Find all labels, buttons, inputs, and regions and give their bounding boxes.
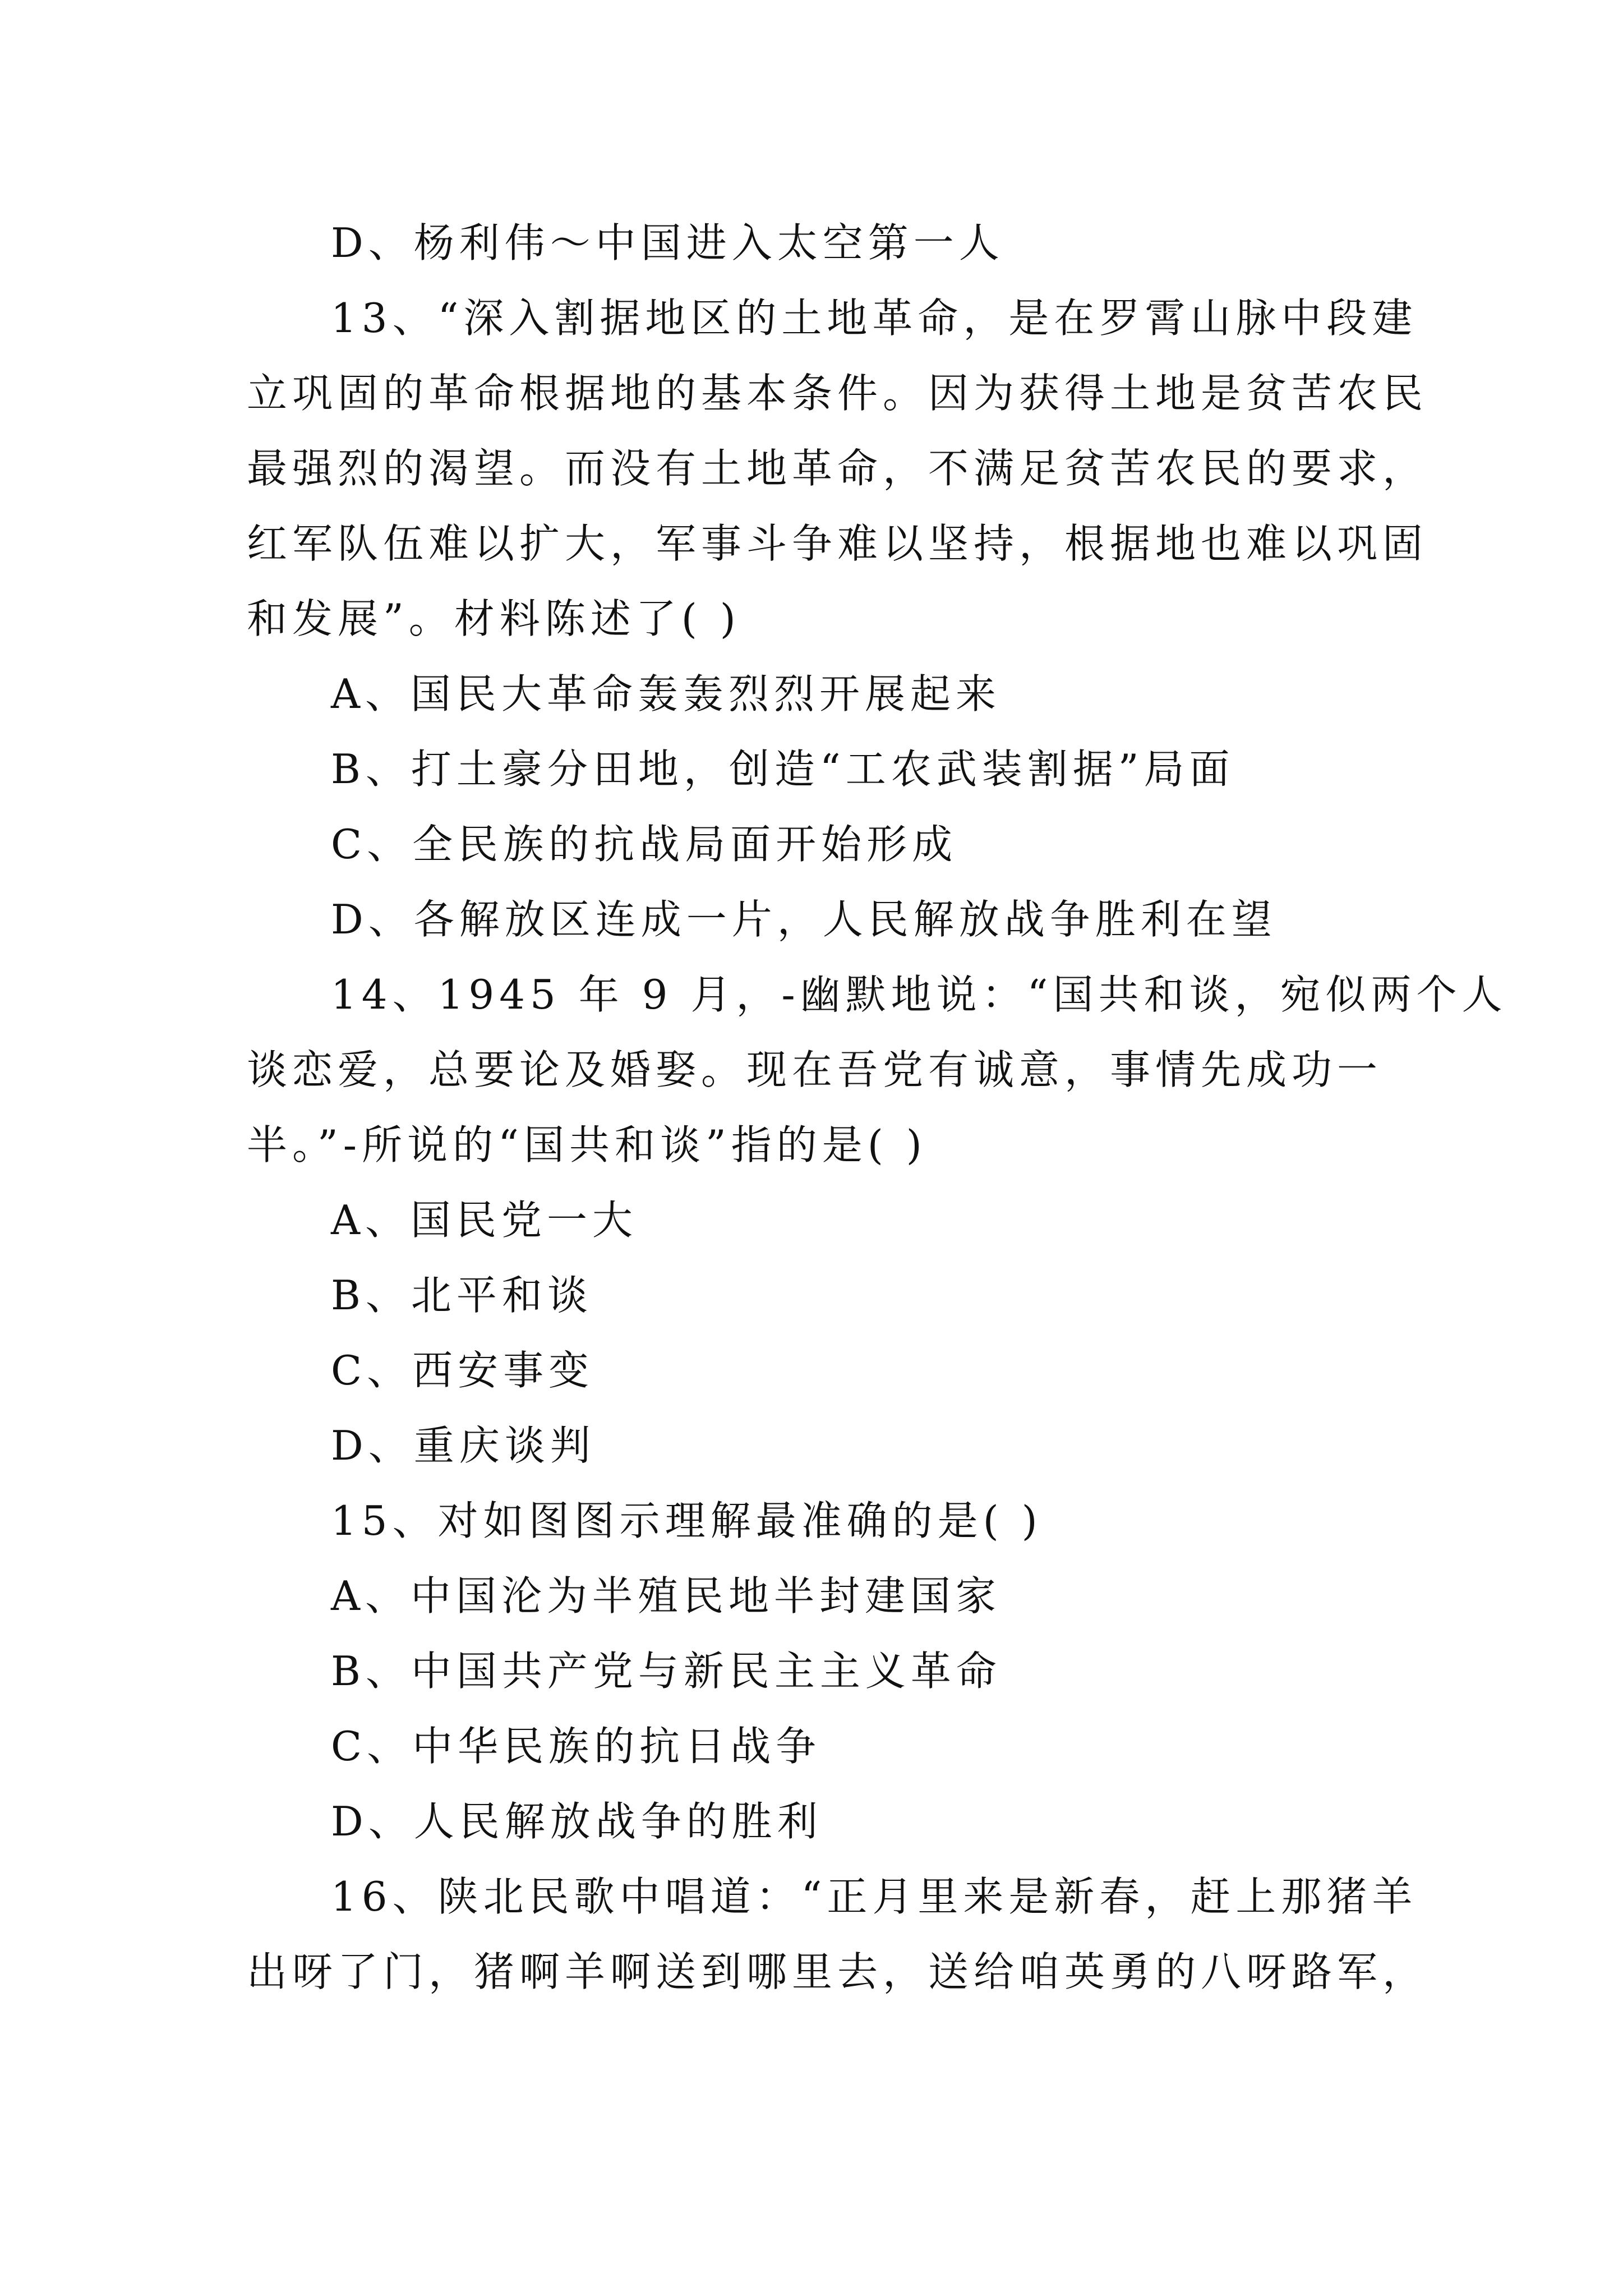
q15-option-b: B、中国共产党与新民主主义革命 [331,1648,1002,1695]
q15-stem-line-1: 15、对如图图示理解最准确的是( ) [331,1497,1043,1544]
q13-stem-line-3: 最强烈的渴望。而没有土地革命，不满足贫苦农民的要求， [247,445,1428,492]
q16-stem-line-2: 出呀了门，猪啊羊啊送到哪里去，送给咱英勇的八呀路军， [247,1948,1428,1995]
q15-option-a: A、中国沦为半殖民地半封建国家 [331,1572,1001,1619]
q13-stem-line-5: 和发展”。材料陈述了( ) [247,595,741,642]
q15-option-d: D、人民解放战争的胜利 [331,1798,823,1845]
q13-stem-line-1: 13、“深入割据地区的土地革命，是在罗霄山脉中段建 [331,295,1418,342]
q14-option-b: B、北平和谈 [331,1272,593,1319]
q13-stem-line-2: 立巩固的革命根据地的基本条件。因为获得土地是贫苦农民 [247,370,1428,417]
q13-stem-line-4: 红军队伍难以扩大，军事斗争难以坚持，根据地也难以巩固 [247,520,1428,567]
q13-option-d: D、各解放区连成一片，人民解放战争胜利在望 [331,896,1277,943]
q13-option-a: A、国民大革命轰轰烈烈开展起来 [331,670,1001,717]
q14-stem-line-3: 半。”-所说的“国共和谈”指的是( ) [247,1121,927,1168]
q14-option-a: A、国民党一大 [331,1197,638,1244]
q15-option-c: C、中华民族的抗日战争 [331,1723,822,1770]
q14-option-d: D、重庆谈判 [331,1422,596,1469]
q12-option-d: D、杨利伟～中国进入太空第一人 [331,219,1004,266]
q16-stem-line-1: 16、陕北民歌中唱道：“正月里来是新春，赶上那猪羊 [331,1873,1418,1920]
q13-option-b: B、打土豪分田地，创造“工农武装割据”局面 [331,746,1235,793]
q13-option-c: C、全民族的抗战局面开始形成 [331,821,958,868]
q14-stem-line-2: 谈恋爱，总要论及婚娶。现在吾党有诚意，事情先成功一 [247,1046,1383,1093]
q14-option-c: C、西安事变 [331,1347,594,1394]
q14-stem-line-1: 14、1945 年 9 月，-幽默地说：“国共和谈，宛似两个人 [331,971,1507,1018]
